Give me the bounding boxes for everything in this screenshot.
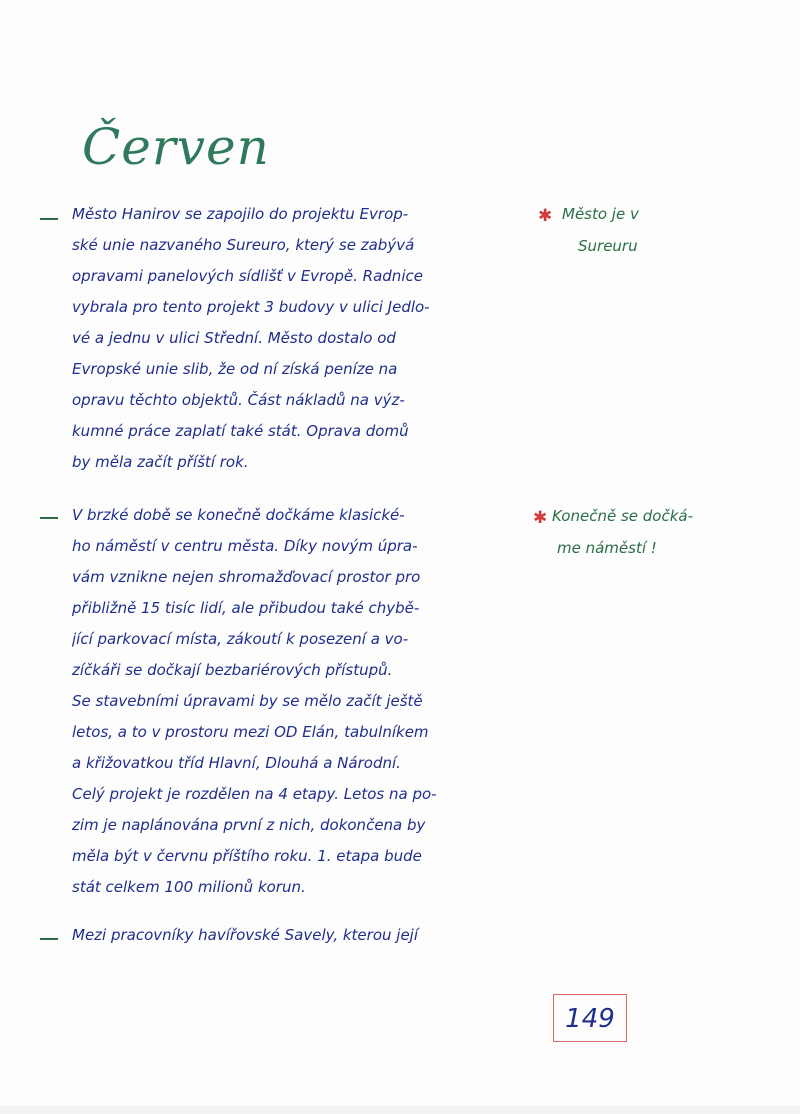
entry-2-star-icon: ✱ bbox=[533, 508, 548, 528]
page-title: Červen bbox=[82, 118, 270, 176]
entry-2-dash bbox=[40, 517, 58, 519]
entry-1-margin-note-2: Sureuru bbox=[578, 237, 638, 255]
entry-2-line-5: jící parkovací místa, zákoutí k posezení a vo- bbox=[72, 630, 409, 648]
entry-1-line-7: opravu těchto objektů. Část nákladů na výz- bbox=[72, 391, 405, 409]
entry-3-dash bbox=[40, 938, 58, 940]
entry-1-dash bbox=[40, 218, 58, 220]
entry-1-line-6: Evropské unie slib, že od ní získá peníze na bbox=[72, 360, 398, 378]
entry-1-line-4: vybrala pro tento projekt 3 budovy v ulici Jedlo- bbox=[72, 298, 430, 316]
entry-2-line-1: V brzké době se konečně dočkáme klasické- bbox=[72, 506, 405, 524]
entry-2-line-9: a křižovatkou tříd Hlavní, Dlouhá a Národní. bbox=[72, 754, 401, 772]
page-bottom-edge bbox=[0, 1106, 800, 1114]
entry-2-line-2: ho náměstí v centru města. Díky novým úpra- bbox=[72, 537, 418, 555]
entry-2-line-12: měla být v červnu příštího roku. 1. etapa bude bbox=[72, 847, 422, 865]
entry-1-line-1: Město Hanirov se zapojilo do projektu Evrop- bbox=[72, 205, 409, 223]
entry-2-line-11: zim je naplánována první z nich, dokončena by bbox=[72, 816, 426, 834]
entry-1-line-5: vé a jednu v ulici Střední. Město dostalo od bbox=[72, 329, 396, 347]
entry-2-line-8: letos, a to v prostoru mezi OD Elán, tabulníkem bbox=[72, 723, 429, 741]
entry-2-line-6: zíčkáři se dočkají bezbariérových přístupů. bbox=[72, 661, 393, 679]
entry-1-line-9: by měla začít příští rok. bbox=[72, 453, 249, 471]
entry-1-line-8: kumné práce zaplatí také stát. Oprava domů bbox=[72, 422, 409, 440]
entry-2-margin-note-1: Konečně se dočká- bbox=[552, 507, 694, 525]
entry-1-margin-note-1: Město je v bbox=[562, 205, 639, 223]
entry-2-margin-note-2: me náměstí ! bbox=[557, 539, 657, 557]
entry-1-line-3: opravami panelových sídlišť v Evropě. Radnice bbox=[72, 267, 423, 285]
entry-2-line-7: Se stavebními úpravami by se mělo začít ještě bbox=[72, 692, 423, 710]
entry-1-line-2: ské unie nazvaného Sureuro, který se zabývá bbox=[72, 236, 415, 254]
entry-2-line-10: Celý projekt je rozdělen na 4 etapy. Letos na po- bbox=[72, 785, 437, 803]
entry-2-line-13: stát celkem 100 milionů korun. bbox=[72, 878, 306, 896]
entry-1-star-icon: ✱ bbox=[538, 206, 553, 226]
page-number: 149 bbox=[553, 994, 627, 1042]
entry-3-line-1: Mezi pracovníky havířovské Savely, kterou její bbox=[72, 926, 419, 944]
entry-2-line-3: vám vznikne nejen shromažďovací prostor pro bbox=[72, 568, 421, 586]
entry-2-line-4: přibližně 15 tisíc lidí, ale přibudou také chybě- bbox=[72, 599, 420, 617]
